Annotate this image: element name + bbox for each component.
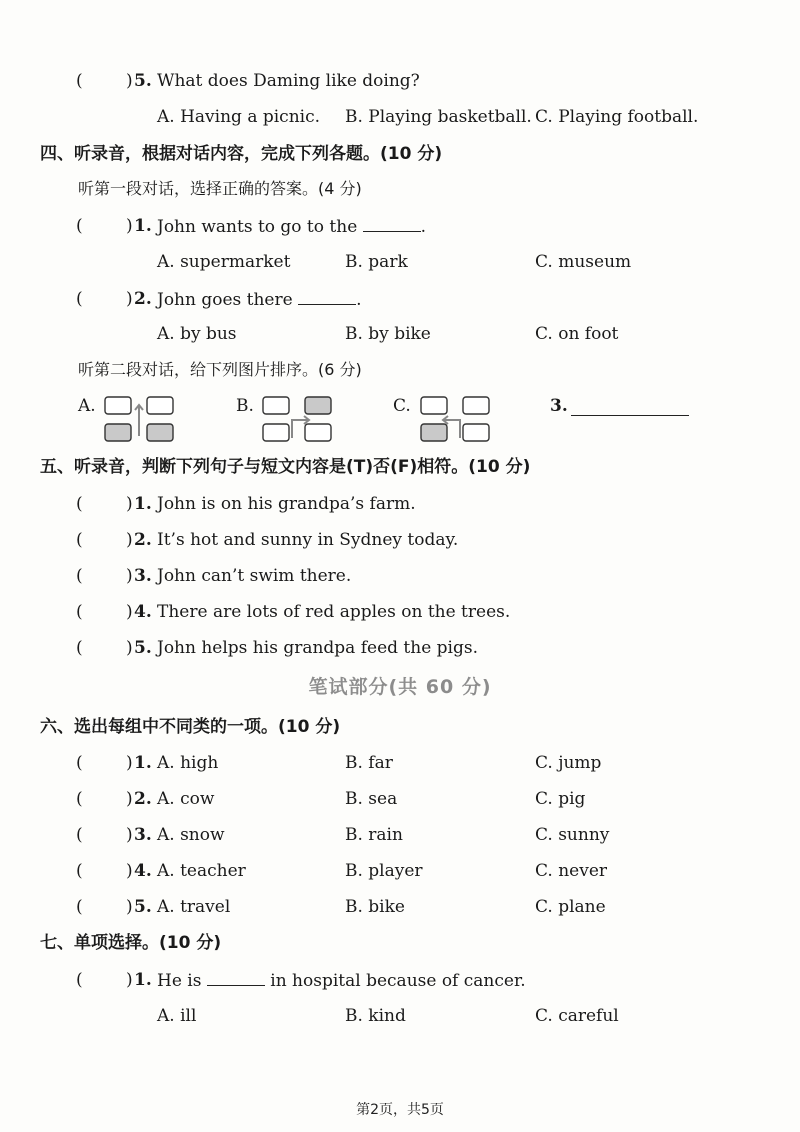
option-c: C. on foot — [535, 324, 619, 344]
answer-paren-open: ( — [76, 602, 83, 622]
fill-blank[interactable] — [298, 284, 356, 305]
instruction-row — [0, 174, 800, 204]
answer-paren-open: ( — [76, 566, 83, 586]
answer-paren-open: ( — [76, 970, 83, 990]
question-number: 1. — [134, 753, 152, 773]
section-heading-row — [0, 712, 800, 742]
question-row — [0, 856, 800, 886]
option-b: B. by bike — [345, 324, 431, 344]
fill-blank[interactable] — [363, 211, 421, 232]
section-6-heading: 六、选出每组中不同类的一项。(10 分) — [40, 717, 341, 737]
question-row — [0, 965, 800, 995]
answer-label: 3. — [550, 396, 568, 416]
answer-paren-close: ) — [126, 602, 133, 622]
question-number: 3. — [134, 825, 152, 845]
instruction-row — [0, 355, 800, 385]
question-row — [0, 489, 800, 519]
section-heading-row — [0, 452, 800, 482]
road-turn-right-icon — [262, 396, 332, 442]
options-row — [0, 319, 800, 349]
question-number: 2. — [134, 289, 152, 309]
option-a: A. ill — [157, 1006, 197, 1026]
question-row — [0, 66, 800, 96]
section-5-heading: 五、听录音，判断下列句子与短文内容是(T)否(F)相符。(10 分) — [40, 457, 531, 477]
question-number: 4. — [134, 861, 152, 881]
answer-paren-close: ) — [126, 638, 133, 658]
option-b: B. bike — [345, 897, 405, 917]
answer-paren-close: ) — [126, 861, 133, 881]
answer-paren-open: ( — [76, 825, 83, 845]
question-number: 5. — [134, 638, 152, 658]
option-c: C. sunny — [535, 825, 610, 845]
question-number: 1. — [134, 970, 152, 990]
question-row — [0, 784, 800, 814]
question-number: 3. — [134, 566, 152, 586]
fill-blank[interactable] — [207, 965, 265, 986]
option-c: C. plane — [535, 897, 606, 917]
question-text-after: in hospital because of cancer. — [270, 971, 526, 991]
option-c: C. Playing football. — [535, 107, 699, 127]
option-a: A. travel — [157, 897, 231, 917]
question-text — [157, 211, 426, 242]
answer-paren-close: ) — [126, 216, 133, 236]
question-row — [0, 820, 800, 850]
option-a: A. cow — [157, 789, 215, 809]
question-row — [0, 597, 800, 627]
question-row — [0, 892, 800, 922]
answer-paren-close: ) — [126, 789, 133, 809]
question-text: It’s hot and sunny in Sydney today. — [157, 530, 459, 550]
answer-paren-close: ) — [126, 566, 133, 586]
question-number: 5. — [134, 897, 152, 917]
question-text — [157, 965, 526, 996]
question-text-before: John wants to go to the — [157, 217, 358, 237]
picture-b-label: B. — [236, 396, 254, 416]
road-turn-left-icon — [420, 396, 490, 442]
answer-paren-open: ( — [76, 289, 83, 309]
answer-paren-close: ) — [126, 71, 133, 91]
question-number: 5. — [134, 71, 152, 91]
answer-paren-open: ( — [76, 71, 83, 91]
question-number: 2. — [134, 789, 152, 809]
answer-paren-open: ( — [76, 494, 83, 514]
question-number: 2. — [134, 530, 152, 550]
picture-a-label: A. — [78, 396, 96, 416]
option-c: C. careful — [535, 1006, 619, 1026]
question-number: 1. — [134, 216, 152, 236]
option-c: C. museum — [535, 252, 632, 272]
option-b: B. kind — [345, 1006, 406, 1026]
option-b: B. far — [345, 753, 393, 773]
option-c: C. jump — [535, 753, 602, 773]
question-text-after: . — [356, 290, 362, 310]
question-number: 4. — [134, 602, 152, 622]
option-b: B. sea — [345, 789, 398, 809]
question-text-before: He is — [157, 971, 202, 991]
answer-paren-open: ( — [76, 753, 83, 773]
question-text: There are lots of red apples on the trees. — [157, 602, 511, 622]
answer-paren-close: ) — [126, 753, 133, 773]
question-text: What does Daming like doing? — [157, 71, 420, 91]
answer-paren-close: ) — [126, 494, 133, 514]
question-text: John can’t swim there. — [157, 566, 352, 586]
picture-c-label: C. — [393, 396, 411, 416]
question-row — [0, 284, 800, 314]
section-4-heading: 四、听录音，根据对话内容，完成下列各题。(10 分) — [40, 144, 443, 164]
option-a: A. Having a picnic. — [157, 107, 321, 127]
section-heading-row — [0, 139, 800, 169]
order-answer-blank[interactable] — [571, 395, 689, 416]
answer-paren-open: ( — [76, 789, 83, 809]
road-straight-icon — [104, 396, 174, 442]
question-text-before: John goes there — [157, 290, 293, 310]
question-row — [0, 748, 800, 778]
option-b: B. player — [345, 861, 423, 881]
option-c: C. never — [535, 861, 608, 881]
written-part-title: 笔试部分(共 60 分) — [308, 676, 492, 698]
answer-paren-close: ) — [126, 970, 133, 990]
section-heading-row — [0, 928, 800, 958]
answer-paren-open: ( — [76, 861, 83, 881]
option-b: B. rain — [345, 825, 403, 845]
section-7-heading: 七、单项选择。(10 分) — [40, 933, 222, 953]
option-a: A. teacher — [157, 861, 246, 881]
question-number: 1. — [134, 494, 152, 514]
question-text: John helps his grandpa feed the pigs. — [157, 638, 478, 658]
option-a: A. snow — [157, 825, 225, 845]
part2-instruction: 听第二段对话，给下列图片排序。(6 分) — [78, 360, 362, 379]
answer-paren-close: ) — [126, 897, 133, 917]
answer-paren-open: ( — [76, 530, 83, 550]
question-text — [157, 284, 362, 315]
question-text-after: . — [420, 217, 427, 237]
option-c: C. pig — [535, 789, 586, 809]
options-row — [0, 1001, 800, 1031]
option-b: B. park — [345, 252, 408, 272]
answer-paren-open: ( — [76, 638, 83, 658]
option-b: B. Playing basketball. — [345, 107, 532, 127]
question-row — [0, 525, 800, 555]
question-row — [0, 561, 800, 591]
answer-paren-open: ( — [76, 897, 83, 917]
question-row — [0, 633, 800, 663]
option-a: A. high — [157, 753, 219, 773]
question-text: John is on his grandpa’s farm. — [157, 494, 416, 514]
options-row — [0, 247, 800, 277]
page-number-footer: 第2页，共5页 — [356, 1102, 444, 1118]
answer-paren-open: ( — [76, 216, 83, 236]
answer-paren-close: ) — [126, 530, 133, 550]
answer-paren-close: ) — [126, 289, 133, 309]
part1-instruction: 听第一段对话，选择正确的答案。(4 分) — [78, 179, 362, 198]
answer-paren-close: ) — [126, 825, 133, 845]
question-row — [0, 211, 800, 241]
option-a: A. by bus — [157, 324, 237, 344]
option-a: A. supermarket — [157, 252, 291, 272]
options-row — [0, 102, 800, 132]
